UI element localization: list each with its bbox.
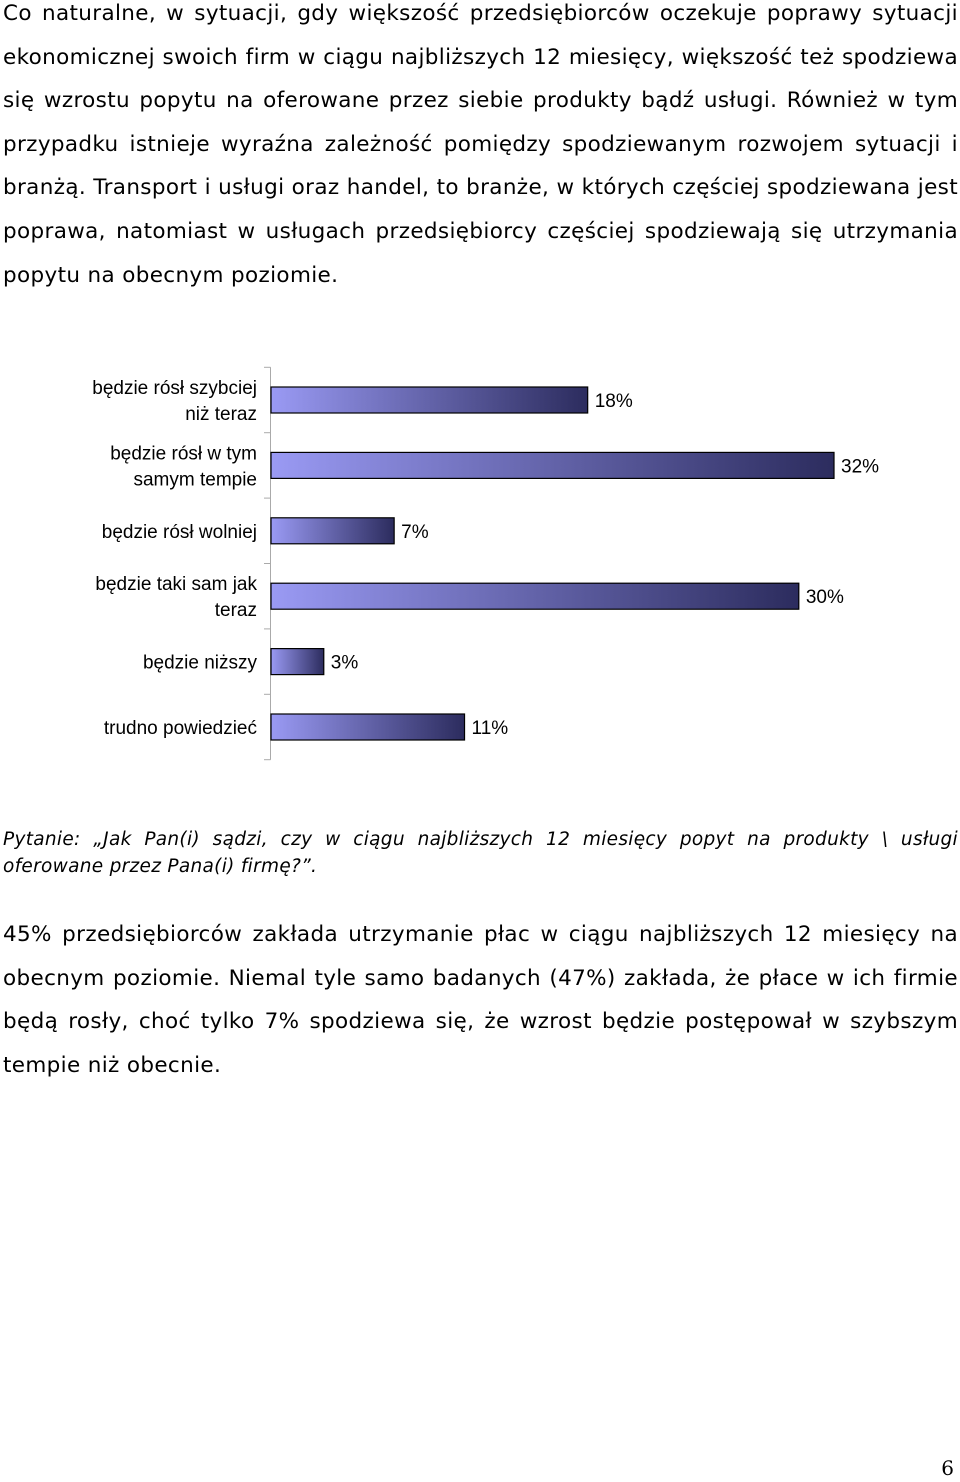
chart-bar [271,387,588,413]
page-number: 6 [941,1456,954,1480]
chart-category-label: niż teraz [185,404,257,425]
intro-paragraph: Co naturalne, w sytuacji, gdy większość przedsiębiorców oczekuje poprawy sytuacji ekonomicznej swoich firm w ciągu najbliższych 12 miesięcy, większość też spodziewa się wzrostu popytu na oferowane przez siebie produkty bądź usługi. Również w tym przypadku istnieje wyraźna zależność pomiędzy spodziewanym rozwojem sytuacji i branżą. Transport i usługi oraz handel, to branże, w których częściej spodziewana jest poprawa, natomiast w usługach przedsiębiorcy częściej spodziewają się utrzymania popytu na obecnym poziomie. [3,1,958,288]
wages-paragraph: 45% przedsiębiorców zakłada utrzymanie płac w ciągu najbliższych 12 miesięcy na obecnym poziomie. Niemal tyle samo badanych (47%) zakłada, że płace w ich firmie będą rosły, choć tylko 7% spodziewa się, że wzrost będzie postępował w szybszym tempie niż obecnie. [3,922,958,1078]
survey-question: Pytanie: „Jak Pan(i) sądzi, czy w ciągu najbliższych 12 miesięcy popyt na produkty \ usługi oferowane przez Pana(i) firmę?”. [3,829,958,877]
chart-bar [271,714,465,740]
chart-value-label: 30% [805,587,844,609]
chart-category-label: samym tempie [133,469,257,491]
chart-bar [271,649,324,675]
chart-bar [271,583,799,609]
chart-category-label: będzie rósł w tym [110,443,257,465]
chart-category-label: teraz [214,600,257,622]
chart-value-label: 7% [401,521,429,543]
chart-category-label: będzie niższy [142,652,257,674]
demand-expectation-bar-chart [0,360,960,770]
chart-value-label: 18% [594,391,633,412]
chart-bar [271,452,834,478]
chart-value-label: 3% [330,652,359,674]
chart-value-label: 32% [841,456,880,478]
chart-category-label: będzie rósł wolniej [101,521,257,543]
chart-category-label: będzie taki sam jak [95,574,257,596]
chart-bar [271,518,394,544]
chart-value-label: 11% [471,718,509,739]
chart-category-label: będzie rósł szybciej [92,378,257,399]
chart-category-label: trudno powiedzieć [103,718,257,739]
